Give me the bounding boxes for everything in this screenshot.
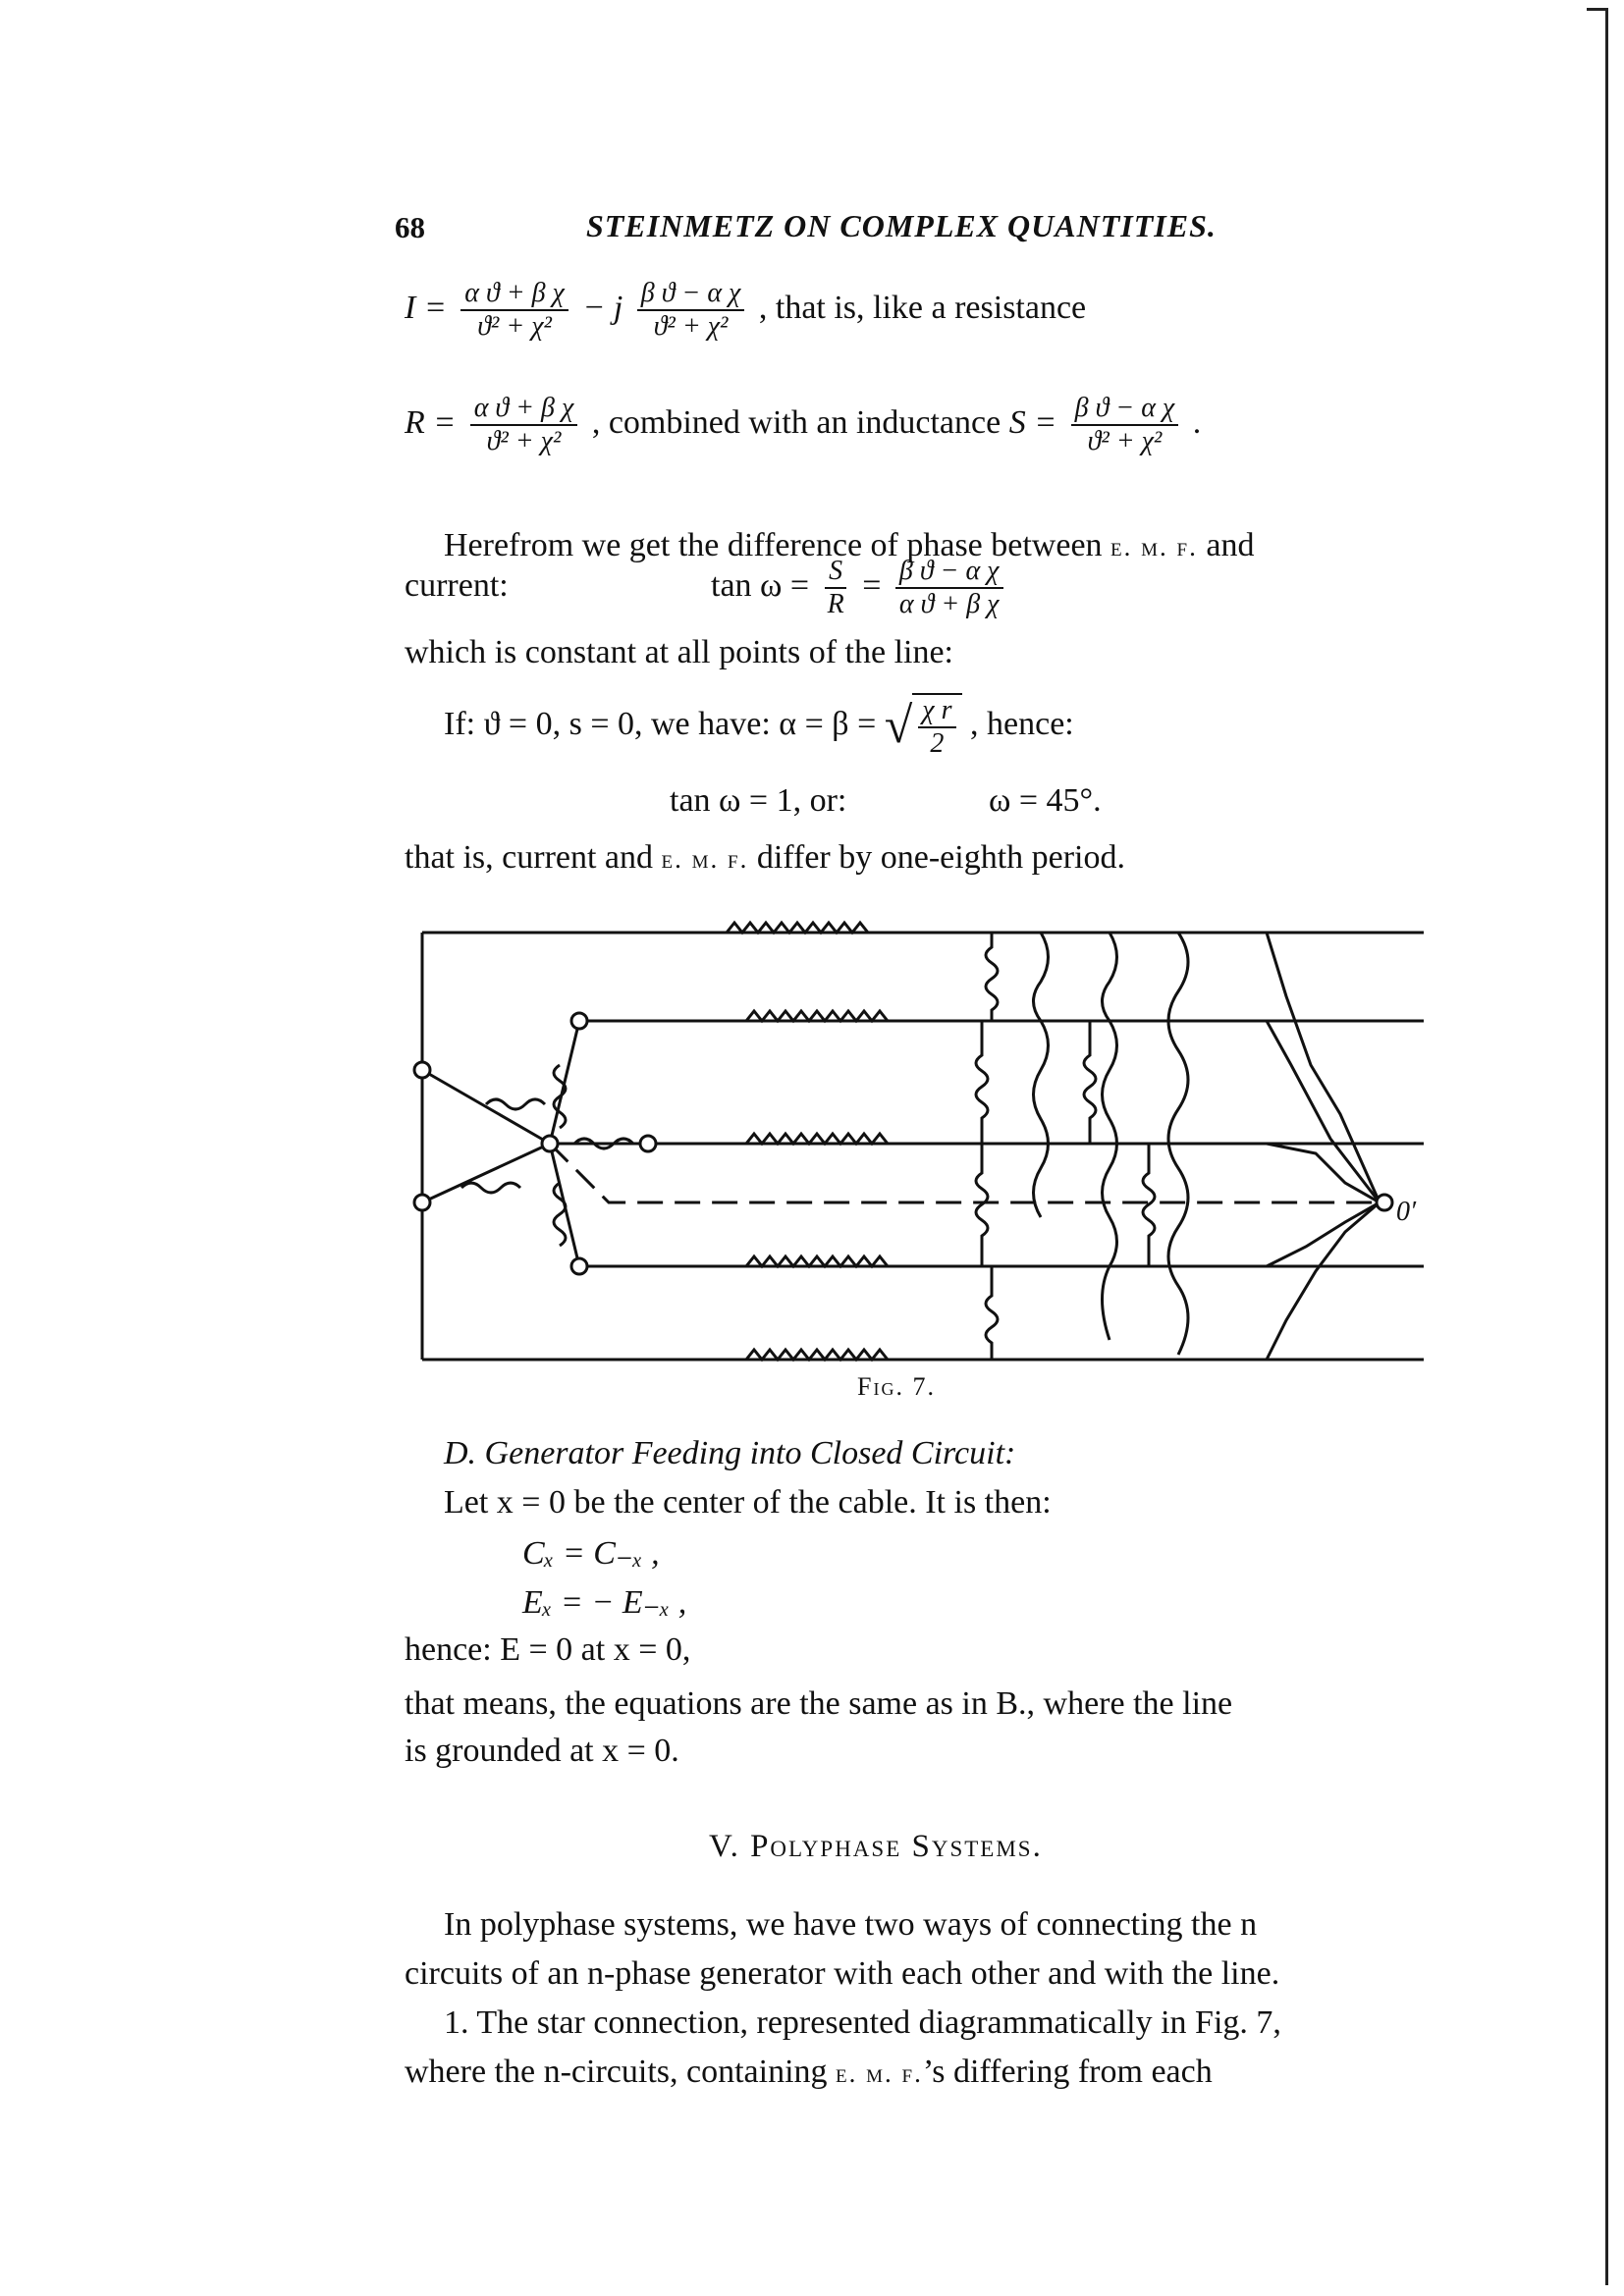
tan-lhs: tan ω = (711, 566, 810, 604)
running-head: STEINMETZ ON COMPLEX QUANTITIES. (586, 208, 1217, 243)
shunt-coil-2 (976, 1021, 988, 1144)
shunt-coil-3 (976, 1144, 988, 1266)
section-v-line-2: circuits of an n-phase generator with each other and with the line. (405, 1955, 1280, 1992)
terminal-5 (414, 1195, 430, 1210)
shunt-coil-4 (986, 1266, 998, 1360)
radical-content (912, 693, 961, 760)
section-v-line-4-emf: e. m. f. (836, 2058, 923, 2088)
tan-fraction-full-numerator: β ϑ − α χ (895, 556, 1003, 589)
that-is-emf: e. m. f. (661, 844, 749, 874)
generator-coil-5 (461, 1183, 520, 1193)
section-d-grounded-line: is grounded at x = 0. (405, 1733, 679, 1769)
I-fraction-imag (637, 278, 745, 343)
tan-one-line: tan ω = 1, or: (670, 782, 847, 819)
shunt-coil-5 (1034, 933, 1049, 1217)
S-fraction-denominator: ϑ² + χ² (1087, 426, 1163, 457)
S-lhs: S = (1008, 403, 1057, 441)
tan-equals: = (862, 566, 882, 604)
I-tail-text: , that is, like a resistance (758, 289, 1087, 326)
I-fraction-real-denominator: ϑ² + χ² (477, 311, 552, 343)
star-load-coil-3 (1267, 1144, 1380, 1202)
section-v-line-4-start: where the n-circuits, containing (405, 2054, 828, 2090)
tan-fraction-S-over-R (824, 556, 848, 620)
figure-caption: Fig. 7. (857, 1372, 936, 1401)
page-edge-tick (1587, 8, 1608, 11)
R-mid-text: , combined with an inductance (591, 403, 1001, 441)
sqrt-denominator: 2 (930, 728, 945, 760)
page-number: 68 (395, 210, 425, 244)
generator-coil-1 (486, 1099, 545, 1109)
I-fraction-imag-numerator: β ϑ − α χ (637, 278, 745, 311)
tan-fraction-R: R (827, 589, 844, 620)
shunt-coil-7 (1103, 933, 1117, 1340)
neutral-label: 0′ (1396, 1197, 1417, 1227)
tan-fraction-full (895, 556, 1003, 620)
star-load-coil-2 (1267, 1021, 1380, 1202)
terminal-2 (414, 1062, 430, 1078)
generator-coil-4 (554, 1183, 566, 1246)
square-root-expression (885, 693, 962, 760)
tan-fraction-S: S (825, 556, 846, 589)
section-v-title: V. Polyphase Systems. (709, 1829, 1043, 1864)
sqrt-fraction (918, 695, 955, 760)
that-is-tail: differ by one-eighth period. (756, 839, 1126, 876)
section-d-heading: D. Generator Feeding into Closed Circuit: (444, 1435, 1016, 1471)
R-fraction-denominator: ϑ² + χ² (486, 426, 562, 457)
radical-sign: √ (884, 698, 913, 755)
equation-resistance-R (405, 393, 1201, 457)
section-d-eq2: Eₓ = − E₋ₓ , (522, 1584, 687, 1621)
tan-fraction-full-denominator: α ϑ + β χ (898, 589, 1000, 620)
I-fraction-real (460, 278, 568, 343)
phase-arm-1 (422, 1070, 550, 1144)
I-fraction-real-numerator: α ϑ + β χ (460, 278, 568, 311)
omega-45-line: ω = 45°. (989, 782, 1102, 819)
S-fraction (1071, 393, 1179, 457)
terminal-4 (571, 1258, 587, 1274)
star-load-coil-5 (1267, 1202, 1380, 1360)
page-edge-line (1605, 8, 1608, 2285)
S-fraction-numerator: β ϑ − α χ (1071, 393, 1179, 426)
figure-7-star-connection (403, 908, 1434, 1369)
equation-current-I (405, 278, 1086, 343)
shunt-coil-1 (986, 933, 998, 1021)
tan-omega-line (405, 556, 1416, 634)
R-fraction-numerator: α ϑ + β χ (470, 393, 578, 426)
I-fraction-imag-denominator: ϑ² + χ² (653, 311, 729, 343)
section-d-let-line: Let x = 0 be the center of the cable. It is then: (444, 1484, 1052, 1521)
that-is-line (405, 839, 1125, 877)
section-v-line-3: 1. The star connection, represented diagrammatically in Fig. 7, (444, 2004, 1281, 2041)
section-d-hence-line: hence: E = 0 at x = 0, (405, 1631, 691, 1668)
sqrt-numerator: χ r (918, 695, 955, 728)
section-d-means-line: that means, the equations are the same as in B., where the line (405, 1685, 1233, 1722)
terminal-3 (640, 1136, 656, 1151)
shunt-coil-8 (1143, 1144, 1155, 1266)
R-fraction (470, 393, 578, 457)
that-is-text: that is, current and (405, 839, 654, 876)
load-neutral-point (1377, 1195, 1392, 1210)
section-v-line-1: In polyphase systems, we have two ways of connecting the n (444, 1906, 1258, 1943)
section-d-eq1: Cₓ = C₋ₓ , (522, 1535, 660, 1572)
neutral-line (550, 1144, 1384, 1202)
herefrom-and: and (1206, 527, 1255, 563)
current-label: current: (405, 567, 509, 604)
terminal-1 (571, 1013, 587, 1029)
if-text: If: ϑ = 0, s = 0, we have: α = β = (444, 705, 877, 742)
star-load-coil-4 (1267, 1202, 1380, 1266)
I-lhs: I = (405, 289, 447, 326)
S-tail: . (1192, 403, 1202, 441)
section-v-line-4 (405, 2054, 1213, 2091)
hence-text: , hence: (970, 705, 1074, 742)
herefrom-emf: e. m. f. (1110, 532, 1198, 561)
which-constant-line: which is constant at all points of the line: (405, 634, 954, 670)
generator-neutral-point (542, 1136, 558, 1151)
I-minus-j: − j (582, 289, 623, 326)
section-v-line-4-tail: ’s differing from each (922, 2054, 1213, 2090)
phase-arm-5 (422, 1144, 550, 1202)
herefrom-text: Herefrom we get the difference of phase between (444, 527, 1103, 563)
tan-omega-expression (711, 556, 1009, 620)
shunt-coil-6 (1084, 1021, 1096, 1144)
R-lhs: R = (405, 403, 457, 441)
if-line (444, 693, 1074, 760)
